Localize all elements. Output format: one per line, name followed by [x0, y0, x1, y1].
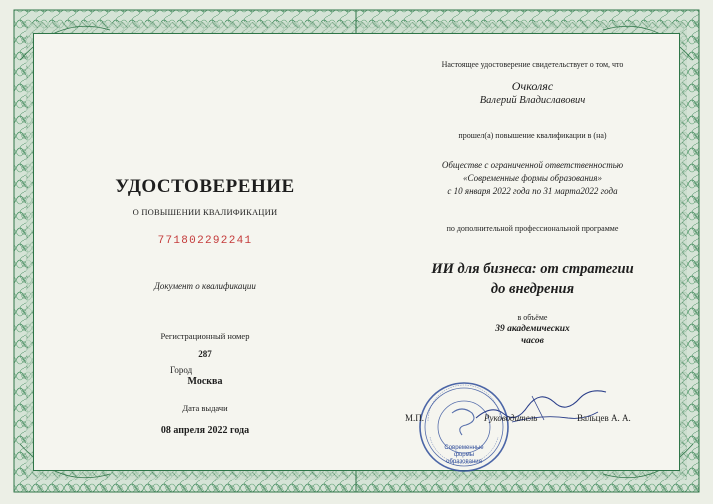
stamp-text-line-3: образования: [446, 459, 482, 465]
certificate-subtitle: О ПОВЫШЕНИИ КВАЛИФИКАЦИИ: [132, 207, 278, 217]
volume-label: в объёме: [517, 313, 548, 322]
stamp-text-line-2: формы: [453, 452, 475, 458]
program-title-line-2: до внедрения: [490, 281, 575, 297]
seal-placeholder: М.П.: [405, 413, 425, 423]
passed-text: прошел(а) повышение квалификации в (на): [458, 131, 607, 140]
certificate-title: УДОСТОВЕРЕНИЕ: [115, 176, 295, 197]
hours-line-1: 39 академических: [495, 324, 570, 334]
director-signature: [472, 384, 612, 430]
city-label: Город: [170, 365, 193, 375]
city-value: Москва: [187, 376, 223, 387]
intro-text: Настоящее удостоверение свидетельствует о том, что: [441, 60, 624, 69]
organization-line-1: Обществе с ограниченной ответственностью: [441, 160, 624, 170]
issue-date-value: 08 апреля 2022 года: [160, 425, 250, 436]
registration-number-value: 287: [198, 349, 212, 359]
program-title-line-1: ИИ для бизнеса: от стратегии: [431, 261, 634, 277]
certificate-number: 771802292241: [157, 235, 253, 247]
director-name: Вальцев А. А.: [577, 413, 631, 423]
holder-surname: Очколяс: [511, 79, 554, 93]
holder-given-names: Валерий Владиславович: [479, 95, 586, 106]
director-label: Руководитель: [484, 413, 538, 423]
registration-number-label: Регистрационный номер: [160, 331, 250, 341]
organization-line-2: «Современные формы образования»: [463, 173, 602, 183]
training-period: с 10 января 2022 года по 31 марта2022 года: [447, 186, 618, 196]
stamp-text-line-1: Современные: [444, 445, 484, 451]
program-label: по дополнительной профессиональной программе: [446, 224, 619, 233]
hours-line-2: часов: [521, 336, 544, 346]
issue-date-label: Дата выдачи: [182, 403, 228, 413]
document-type: Документ о квалификации: [154, 281, 256, 291]
